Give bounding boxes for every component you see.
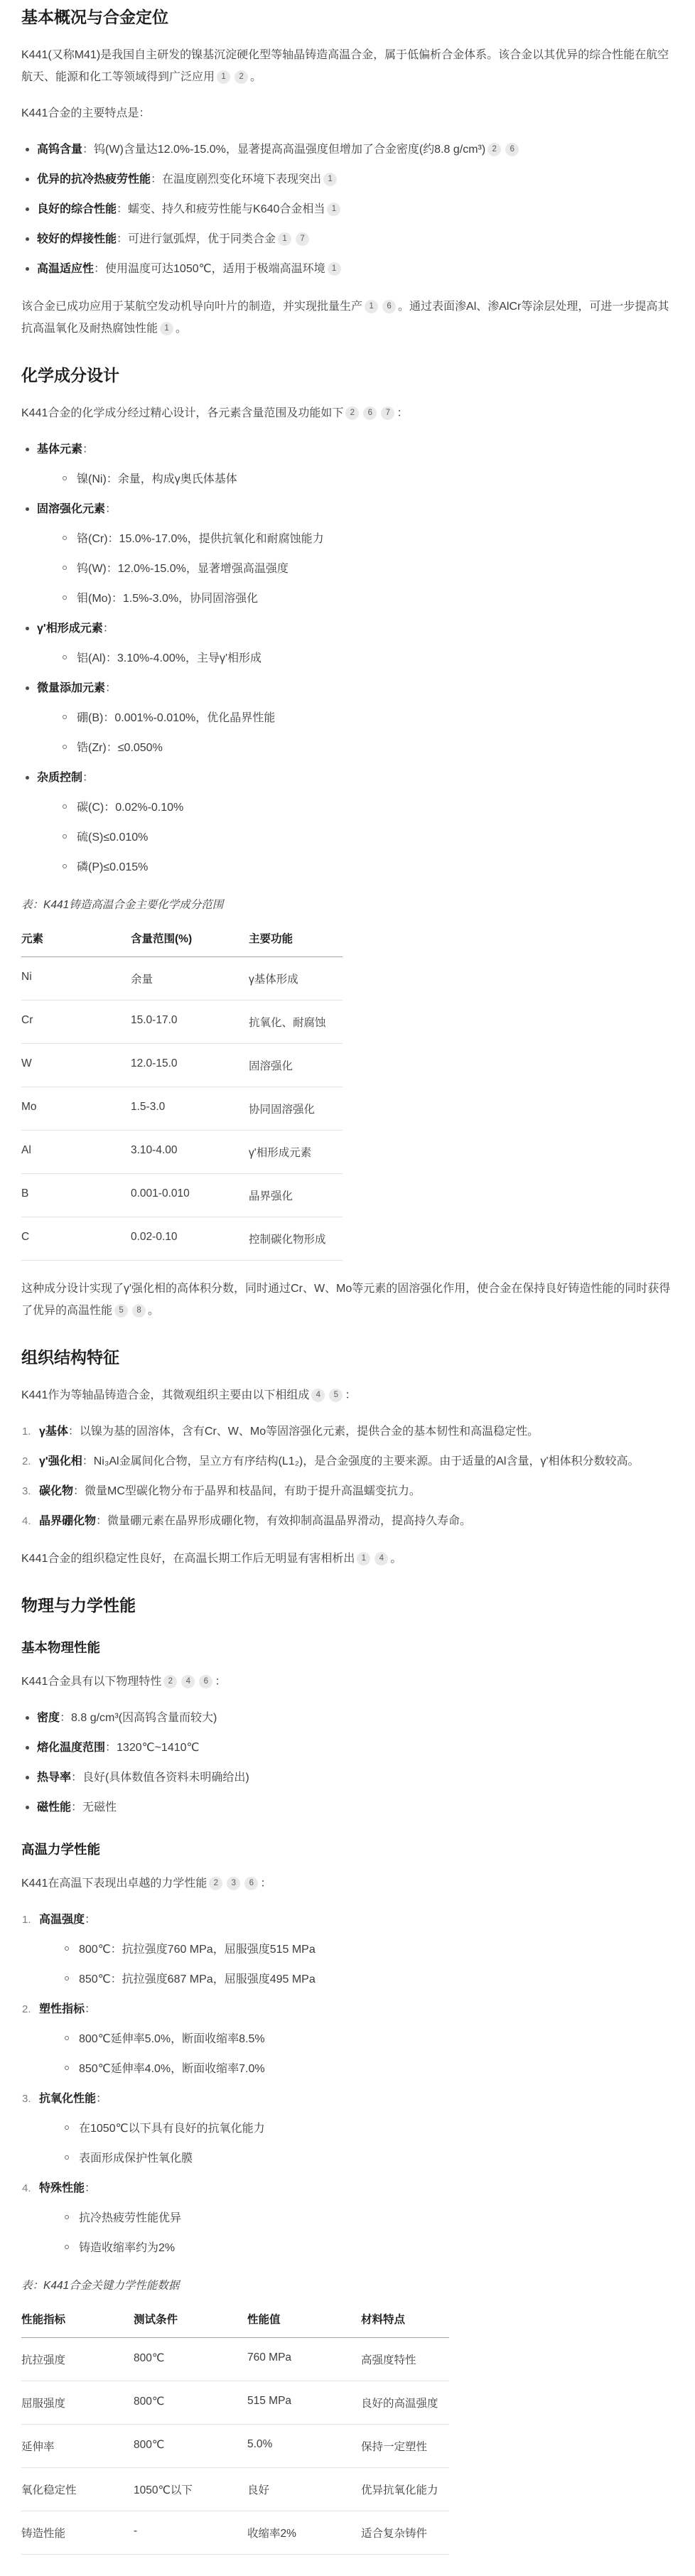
- table-header-row: [21, 923, 343, 957]
- cell: 屈服强度: [21, 2381, 134, 2425]
- cell: 氧化稳定性: [21, 2468, 134, 2511]
- list-item: [60, 588, 674, 610]
- element-sublist: [37, 707, 674, 759]
- citation-badge[interactable]: 4: [375, 1552, 388, 1565]
- chem-composition-table: [21, 923, 343, 1261]
- text: ：: [85, 2003, 97, 2015]
- chemistry-intro: [21, 402, 674, 424]
- column-header: 元素: [21, 923, 131, 957]
- citation-badge[interactable]: 1: [160, 322, 173, 335]
- text: ：: [85, 1913, 97, 1926]
- property-lead: 熔化温度范围: [37, 1741, 106, 1754]
- cell: 3.10-4.00: [131, 1131, 249, 1174]
- feature-lead: 高温适应性: [37, 262, 95, 275]
- property-sublist: [39, 2118, 674, 2170]
- cell: 515 MPa: [247, 2381, 361, 2425]
- list-item: [60, 856, 674, 878]
- table-row: [21, 2468, 449, 2511]
- text: 铬(Cr)：15.0%-17.0%，提供抗氧化和耐腐蚀能力: [77, 532, 324, 545]
- cell: -: [134, 2511, 247, 2555]
- text: ：1320℃~1410℃: [105, 1741, 200, 1754]
- table-row: [21, 1087, 343, 1131]
- text: 铝(Al)：3.10%-4.00%，主导γ'相形成: [77, 652, 262, 664]
- phase-lead: 晶界硼化物: [39, 1514, 97, 1527]
- text: 。: [148, 1305, 160, 1317]
- text: 钨(W)：12.0%-15.0%，显著增强高温强度: [77, 562, 289, 575]
- cell: 5.0%: [247, 2425, 361, 2468]
- list-item: [21, 198, 674, 220]
- text: ：8.8 g/cm³(因高钨含量而较大): [60, 1711, 217, 1724]
- property-lead: 塑性指标: [39, 2003, 85, 2015]
- cell: 1050℃以下: [134, 2468, 247, 2511]
- text: K441(又称M41)是我国自主研发的镍基沉淀硬化型等轴晶铸造高温合金，属于低偏析合金体系。该合金以其优异的综合性能在航空航天、能源和化工等领域得到广泛应用: [21, 48, 669, 83]
- cell: 固溶强化: [249, 1044, 343, 1087]
- chem-table-caption: 表：K441铸造高温合金主要化学成分范围: [21, 898, 224, 911]
- table-row: [21, 2381, 449, 2425]
- property-lead: 磁性能: [37, 1801, 72, 1814]
- property-sublist: [39, 2028, 674, 2080]
- list-item: [62, 2118, 674, 2140]
- cell: 抗拉强度: [21, 2338, 134, 2381]
- text: K441合金具有以下物理特性: [21, 1675, 162, 1688]
- text: 硫(S)≤0.010%: [77, 831, 149, 844]
- cell: 协同固溶强化: [249, 1087, 343, 1131]
- cell: 余量: [131, 957, 249, 1001]
- citation-badge[interactable]: 1: [328, 262, 341, 276]
- text: 。: [390, 1552, 402, 1565]
- phase-lead: 碳化物: [39, 1484, 74, 1497]
- table-row: [21, 1131, 343, 1174]
- cell: Cr: [21, 1001, 131, 1044]
- text: 碳(C)：0.02%-0.10%: [77, 801, 184, 814]
- physical-properties-list: [21, 1707, 674, 1818]
- text: 。: [250, 70, 262, 83]
- text: ：无磁性: [71, 1801, 117, 1814]
- table-row: [21, 2511, 449, 2555]
- table-header-row: [21, 2304, 449, 2338]
- text: ：微量硼元素在晶界形成硼化物，有效抑制高温晶界滑动，提高持久寿命。: [96, 1514, 472, 1527]
- table-row: [21, 1174, 343, 1217]
- text: ：: [397, 406, 409, 419]
- text: K441合金的组织稳定性良好，在高温长期工作后无明显有害相析出: [21, 1552, 355, 1565]
- property-lead: 热导率: [37, 1771, 72, 1784]
- subsection-mechanical: 高温力学性能: [21, 1841, 101, 1857]
- list-item: [21, 438, 674, 490]
- list-item: [21, 1510, 674, 1532]
- text: ：微量MC型碳化物分布于晶界和枝晶间，有助于提升高温蠕变抗力。: [73, 1484, 421, 1497]
- citation-badge[interactable]: 6: [199, 1675, 212, 1688]
- application-paragraph: [21, 296, 674, 340]
- element-sublist: [37, 528, 674, 610]
- feature-lead: 较好的焊接性能: [37, 232, 117, 245]
- list-item: [21, 2177, 674, 2259]
- table-row: [21, 1044, 343, 1087]
- phase-lead: γ'强化相: [39, 1455, 82, 1467]
- text: ：Ni₃Al金属间化合物，呈立方有序结构(L1₂)，是合金强度的主要来源。由于适量的Al含量，γ'相体积分数较高。: [82, 1455, 640, 1467]
- list-item: [60, 797, 674, 819]
- property-lead: 密度: [37, 1711, 60, 1724]
- citation-badge[interactable]: 6: [382, 300, 396, 313]
- list-item: [62, 2058, 674, 2080]
- cell: 控制碳化物形成: [249, 1217, 343, 1261]
- table-row: [21, 957, 343, 1001]
- citation-badge[interactable]: 1: [323, 173, 337, 186]
- cell: 优异抗氧化能力: [361, 2468, 449, 2511]
- cell: 抗氧化、耐腐蚀: [249, 1001, 343, 1044]
- cell: 15.0-17.0: [131, 1001, 249, 1044]
- text: ：: [215, 1675, 227, 1688]
- section-title-chemistry: 化学成分设计: [21, 365, 119, 384]
- property-sublist: [39, 2207, 674, 2259]
- list-item: [21, 1767, 674, 1789]
- text: 磷(P)≤0.015%: [77, 861, 149, 873]
- cell: Mo: [21, 1087, 131, 1131]
- column-header: 性能指标: [21, 2304, 134, 2338]
- mechanical-data-table: [21, 2304, 449, 2555]
- overview-paragraph: [21, 44, 674, 88]
- list-item: [62, 2147, 674, 2170]
- cell: 800℃: [134, 2381, 247, 2425]
- group-lead: 基体元素: [37, 443, 83, 456]
- mech-table-caption: 表：K441合金关键力学性能数据: [21, 2279, 180, 2292]
- citation-badge[interactable]: 5: [329, 1389, 343, 1402]
- cell: 铸造性能: [21, 2511, 134, 2555]
- text: ：: [82, 771, 95, 784]
- citation-badge[interactable]: 2: [209, 1877, 222, 1890]
- citation-badge[interactable]: 1: [327, 203, 340, 216]
- citation-badge[interactable]: 1: [365, 300, 378, 313]
- phase-lead: γ基体: [39, 1425, 68, 1438]
- citation-badge[interactable]: 7: [381, 406, 394, 420]
- citation-badge[interactable]: 4: [181, 1675, 195, 1688]
- citation-badge[interactable]: 2: [345, 406, 359, 420]
- text: 这种成分设计实现了γ'强化相的高体积分数，同时通过Cr、W、Mo等元素的固溶强化作用，使合金在保持良好铸造性能的同时获得了优异的高温性能: [21, 1283, 671, 1317]
- list-item: [21, 1480, 674, 1502]
- citation-badge[interactable]: 6: [505, 143, 519, 156]
- list-item: [62, 2207, 674, 2229]
- citation-badge[interactable]: 5: [114, 1304, 128, 1317]
- text: 该合金已成功应用于某航空发动机导向叶片的制造，并实现批量生产: [21, 300, 363, 313]
- table-row: [21, 1001, 343, 1044]
- text: ：钨(W)含量达12.0%-15.0%，显著提高高温强度但增加了合金密度(约8.8 g/cm³): [82, 143, 486, 156]
- group-lead: 固溶强化元素: [37, 502, 106, 515]
- list-item: [21, 677, 674, 759]
- element-sublist: [37, 647, 674, 669]
- text: 锆(Zr)：≤0.050%: [77, 741, 163, 754]
- mechanical-intro: [21, 1872, 674, 1895]
- feature-lead: 优异的抗冷热疲劳性能: [37, 173, 151, 185]
- chemistry-closing: [21, 1278, 674, 1322]
- cell: 良好: [247, 2468, 361, 2511]
- list-item: [60, 826, 674, 848]
- text: ：可进行氩弧焊，优于同类合金: [117, 232, 276, 245]
- cell: γ'相形成元素: [249, 1131, 343, 1174]
- text: 表面形成保护性氧化膜: [79, 2152, 193, 2165]
- list-item: [21, 618, 674, 669]
- cell: 收缩率2%: [247, 2511, 361, 2555]
- citation-badge[interactable]: 2: [163, 1675, 177, 1688]
- text: 钼(Mo)：1.5%-3.0%，协同固溶强化: [77, 592, 259, 605]
- column-header: 含量范围(%): [131, 923, 249, 957]
- text: 。: [176, 322, 188, 335]
- text: ：: [345, 1389, 357, 1401]
- group-lead: 杂质控制: [37, 771, 83, 784]
- list-item: [21, 1909, 674, 1990]
- text: ：: [105, 502, 117, 515]
- list-item: [60, 528, 674, 550]
- list-item: [21, 1796, 674, 1818]
- text: ：: [102, 622, 114, 635]
- table-row: [21, 2338, 449, 2381]
- property-lead: 抗氧化性能: [39, 2092, 97, 2105]
- section-title-microstructure: 组织结构特征: [21, 1348, 119, 1367]
- column-header: 测试条件: [134, 2304, 247, 2338]
- text: 。通过表面渗Al、渗AlCr等涂层处理，可进一步提高其抗高温氧化及耐热腐蚀性能: [21, 300, 669, 335]
- features-intro: K441合金的主要特点是：: [21, 107, 151, 119]
- text: ：: [85, 2182, 97, 2194]
- list-item: [21, 1998, 674, 2080]
- text: ：: [105, 681, 117, 694]
- text: ：在温度剧烈变化环境下表现突出: [151, 173, 322, 185]
- text: K441作为等轴晶铸造合金，其微观组织主要由以下相组成: [21, 1389, 310, 1401]
- text: 850℃：抗拉强度687 MPa，屈服强度495 MPa: [79, 1973, 316, 1985]
- mechanical-properties-list: [21, 1909, 674, 2259]
- list-item: [62, 2028, 674, 2050]
- column-header: 材料特点: [361, 2304, 449, 2338]
- microstructure-closing: [21, 1548, 674, 1570]
- physical-intro: [21, 1671, 674, 1693]
- list-item: [21, 228, 674, 250]
- cell: 800℃: [134, 2425, 247, 2468]
- cell: 1.5-3.0: [131, 1087, 249, 1131]
- citation-badge[interactable]: 2: [487, 143, 501, 156]
- list-item: [62, 1939, 674, 1961]
- list-item: [21, 1421, 674, 1443]
- list-item: [60, 468, 674, 490]
- text: 镍(Ni)：余量，构成γ奥氏体基体: [77, 473, 237, 485]
- text: 硼(B)：0.001%-0.010%，优化晶界性能: [77, 711, 276, 724]
- text: 铸造收缩率约为2%: [79, 2241, 176, 2254]
- feature-lead: 良好的综合性能: [37, 203, 117, 215]
- text: K441在高温下表现出卓越的力学性能: [21, 1877, 208, 1890]
- list-item: [62, 2237, 674, 2259]
- cell: 保持一定塑性: [361, 2425, 449, 2468]
- section-title-overview: 基本概况与合金定位: [21, 8, 168, 26]
- text: ：蠕变、持久和疲劳性能与K640合金相当: [117, 203, 325, 215]
- text: 抗冷热疲劳性能优异: [79, 2211, 182, 2224]
- citation-badge[interactable]: 1: [217, 70, 230, 84]
- element-groups-list: [21, 438, 674, 878]
- cell: B: [21, 1174, 131, 1217]
- table-row: [21, 2425, 449, 2468]
- citation-badge[interactable]: 8: [132, 1304, 146, 1317]
- property-lead: 高温强度: [39, 1913, 85, 1926]
- list-item: [60, 558, 674, 580]
- text: 850℃延伸率4.0%，断面收缩率7.0%: [79, 2062, 265, 2075]
- list-item: [21, 168, 674, 190]
- column-header: 主要功能: [249, 923, 343, 957]
- text: 800℃：抗拉强度760 MPa，屈服强度515 MPa: [79, 1943, 316, 1956]
- citation-badge[interactable]: 3: [227, 1877, 240, 1890]
- microstructure-intro: [21, 1384, 674, 1406]
- list-item: [21, 767, 674, 878]
- cell: 0.001-0.010: [131, 1174, 249, 1217]
- citation-badge[interactable]: 6: [363, 406, 377, 420]
- text: 800℃延伸率5.0%，断面收缩率8.5%: [79, 2032, 265, 2045]
- text: ：: [260, 1877, 272, 1890]
- citation-badge[interactable]: 1: [278, 232, 291, 246]
- text: ：以镍为基的固溶体，含有Cr、W、Mo等固溶强化元素，提供合金的基本韧性和高温稳定性。: [68, 1425, 539, 1438]
- list-item: [21, 1737, 674, 1759]
- cell: 760 MPa: [247, 2338, 361, 2381]
- list-item: [60, 707, 674, 729]
- cell: 延伸率: [21, 2425, 134, 2468]
- citation-badge[interactable]: 4: [311, 1389, 325, 1402]
- cell: 0.02-0.10: [131, 1217, 249, 1261]
- text: ：: [82, 443, 95, 456]
- list-item: [21, 2088, 674, 2170]
- list-item: [21, 498, 674, 610]
- group-lead: 微量添加元素: [37, 681, 106, 694]
- cell: 800℃: [134, 2338, 247, 2381]
- features-list: [21, 139, 674, 280]
- list-item: [21, 1707, 674, 1729]
- feature-lead: 高钨含量: [37, 143, 83, 156]
- text: ：使用温度可达1050℃，适用于极端高温环境: [94, 262, 325, 275]
- cell: 良好的高温强度: [361, 2381, 449, 2425]
- list-item: [60, 737, 674, 759]
- column-header: 性能值: [247, 2304, 361, 2338]
- cell: 12.0-15.0: [131, 1044, 249, 1087]
- cell: γ基体形成: [249, 957, 343, 1001]
- element-sublist: [37, 797, 674, 878]
- text: 在1050℃以下具有良好的抗氧化能力: [79, 2122, 265, 2135]
- cell: 高强度特性: [361, 2338, 449, 2381]
- text: ：良好(具体数值各资料未明确给出): [71, 1771, 249, 1784]
- subsection-physical: 基本物理性能: [21, 1639, 101, 1655]
- cell: Al: [21, 1131, 131, 1174]
- cell: Ni: [21, 957, 131, 1001]
- citation-badge[interactable]: 6: [244, 1877, 258, 1890]
- group-lead: γ'相形成元素: [37, 622, 103, 635]
- list-item: [62, 1968, 674, 1990]
- section-title-properties: 物理与力学性能: [21, 1595, 136, 1615]
- element-sublist: [37, 468, 674, 490]
- list-item: [21, 258, 674, 280]
- list-item: [60, 647, 674, 669]
- list-item: [21, 1450, 674, 1472]
- citation-badge[interactable]: 1: [357, 1552, 370, 1565]
- cell: 晶界强化: [249, 1174, 343, 1217]
- text: ：: [96, 2092, 108, 2105]
- table-row: [21, 1217, 343, 1261]
- list-item: [21, 139, 674, 161]
- property-lead: 特殊性能: [39, 2182, 85, 2194]
- citation-badge[interactable]: 2: [235, 70, 248, 84]
- cell: C: [21, 1217, 131, 1261]
- text: K441合金的化学成分经过精心设计，各元素含量范围及功能如下: [21, 406, 344, 419]
- cell: W: [21, 1044, 131, 1087]
- cell: 适合复杂铸件: [361, 2511, 449, 2555]
- citation-badge[interactable]: 7: [296, 232, 309, 246]
- property-sublist: [39, 1939, 674, 1990]
- phases-list: [21, 1421, 674, 1532]
